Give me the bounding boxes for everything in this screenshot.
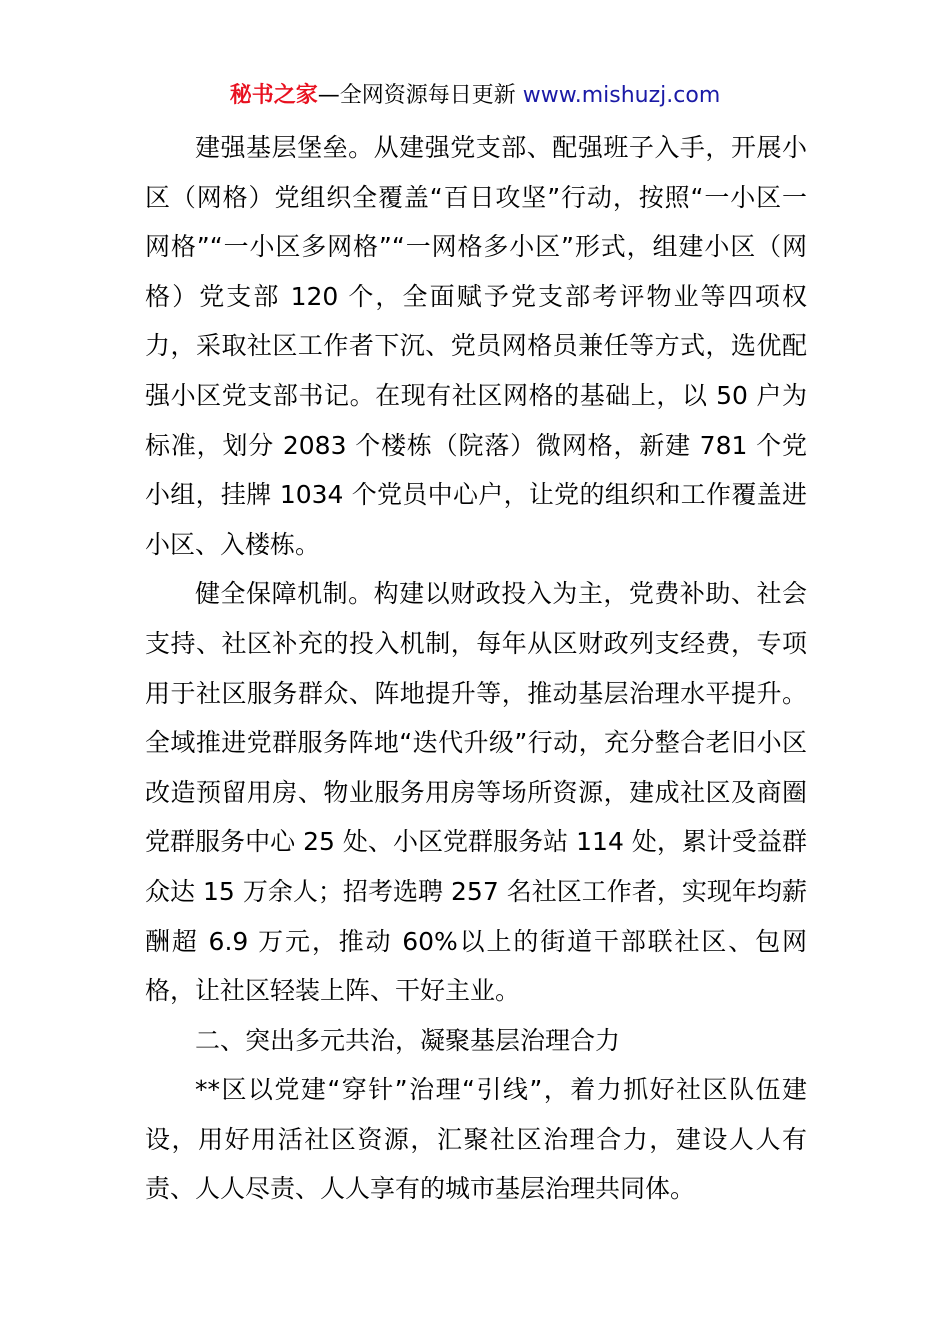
site-url-link[interactable]: www.mishuzj.com xyxy=(522,83,721,108)
paragraph-grassroots-fortress: 建强基层堡垒。从建强党支部、配强班子入手，开展小区（网格）党组织全覆盖“百日攻坚”行动，按照“一小区一网格”“一小区多网格”“一网格多小区”形式，组建小区（网格）党支部 120 个，全面赋予党支部考评物业等四项权力，采取社区工作者下沉、党员网格员兼任等方式，选优配强小区党支部书记。在现有社区网格的基础上，以 50 户为标准，划分 2083 个楼栋（院落）微网格，新建 781 个党小组，挂牌 1034 个党员中心户，让党的组织和工作覆盖进小区、入楼栋。 xyxy=(145,133,807,559)
paragraph-governance-community: **区以党建“穿针”治理“引线”，着力抓好社区队伍建设，用好用活社区资源，汇聚社区治理合力，建设人人有责、人人尽责、人人享有的城市基层治理共同体。 xyxy=(145,1075,807,1204)
document-body xyxy=(145,123,807,1214)
paragraph-guarantee-mechanism: 健全保障机制。构建以财政投入为主，党费补助、社会支持、社区补充的投入机制，每年从区财政列支经费，专项用于社区服务群众、阵地提升等，推动基层治理水平提升。全域推进党群服务阵地“迭代升级”行动，充分整合老旧小区改造预留用房、物业服务用房等场所资源，建成社区及商圈党群服务中心 25 处、小区党群服务站 114 处，累计受益群众达 15 万余人；招考选聘 257 名社区工作者，实现年均薪酬超 6.9 万元，推动 60%以上的街道干部联社区、包网格，让社区轻装上阵、干好主业。 xyxy=(145,579,807,1006)
section-heading: 二、突出多元共治，凝聚基层治理合力 xyxy=(195,1025,621,1055)
site-brand: 秘书之家 xyxy=(229,83,318,108)
site-slogan: —全网资源每日更新 xyxy=(317,83,523,108)
site-header xyxy=(0,82,950,110)
